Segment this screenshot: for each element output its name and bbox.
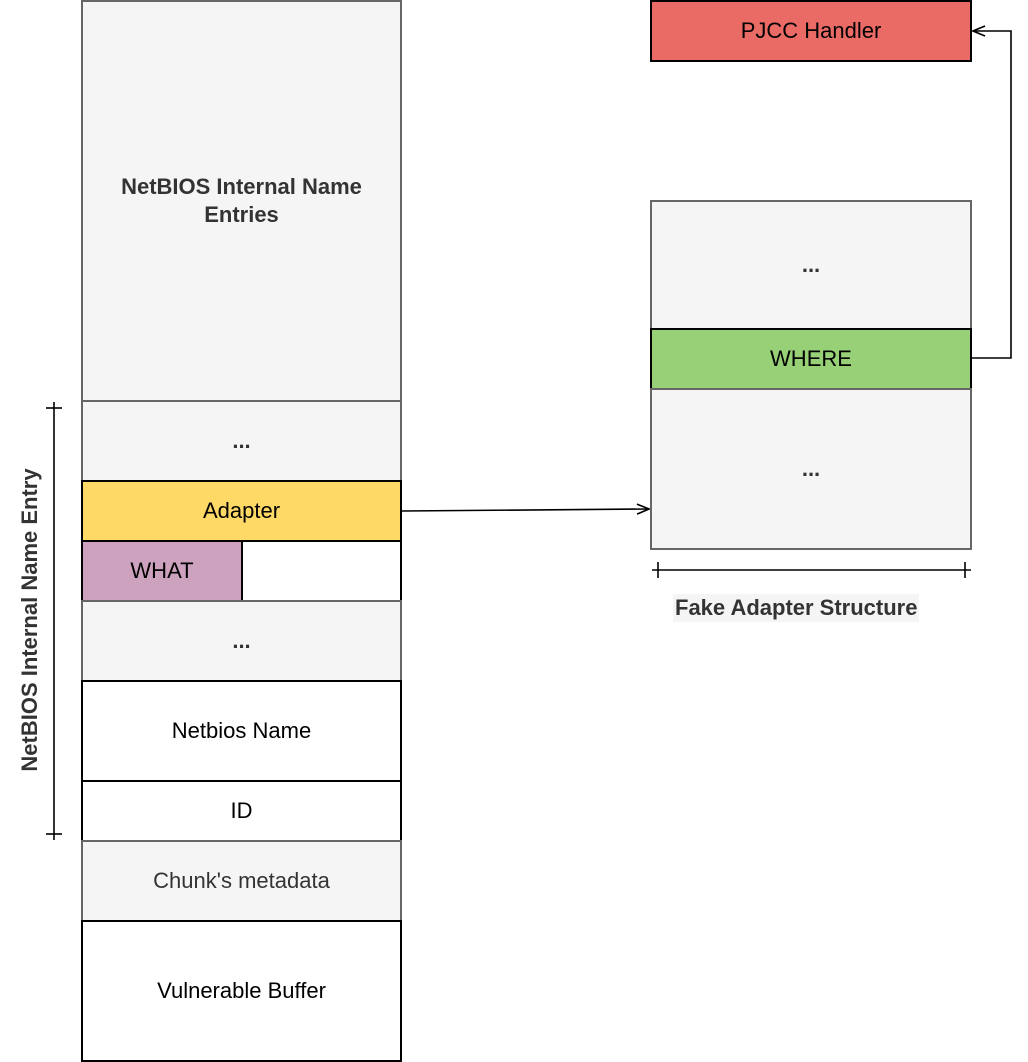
what-field bbox=[81, 540, 243, 602]
where-pointer-arrow bbox=[972, 31, 1011, 358]
entry-ellipsis-top-label: ... bbox=[232, 428, 251, 453]
what-padding bbox=[241, 540, 402, 602]
fake-adapter-ellipsis-bottom bbox=[650, 388, 972, 550]
fake-adapter-ellipsis-bottom-label: ... bbox=[801, 456, 821, 481]
netbios-name-label: Netbios Name bbox=[171, 718, 312, 743]
netbios-entries-label: NetBIOS Internal Name Entries bbox=[121, 174, 362, 227]
fake-adapter-ellipsis-top bbox=[650, 200, 972, 330]
pjcc-handler-label: PJCC Handler bbox=[740, 18, 882, 43]
id-field bbox=[81, 780, 402, 842]
entry-ellipsis-mid-label: ... bbox=[232, 628, 251, 653]
chunk-metadata-label: Chunk's metadata bbox=[153, 868, 330, 893]
what-label: WHAT bbox=[130, 558, 194, 583]
adapter-field bbox=[81, 480, 402, 542]
where-field bbox=[650, 328, 972, 390]
adapter-label: Adapter bbox=[202, 498, 281, 523]
entry-ellipsis-mid bbox=[81, 600, 402, 682]
adapter-pointer-arrow bbox=[402, 509, 649, 511]
fake-adapter-caption: Fake Adapter Structure bbox=[675, 595, 918, 620]
entry-ellipsis-top bbox=[81, 400, 402, 482]
vulnerable-buffer-block bbox=[81, 920, 402, 1062]
chunk-metadata-block bbox=[81, 840, 402, 922]
pjcc-handler-box bbox=[650, 0, 972, 62]
netbios-name-field bbox=[81, 680, 402, 782]
id-label: ID bbox=[230, 798, 253, 823]
entry-span-marker bbox=[46, 402, 62, 840]
fake-adapter-span-marker bbox=[652, 562, 971, 578]
vulnerable-buffer-label: Vulnerable Buffer bbox=[157, 978, 326, 1003]
entry-span-label: NetBIOS Internal Name Entry bbox=[17, 468, 42, 772]
where-label: WHERE bbox=[770, 346, 852, 371]
fake-adapter-ellipsis-top-label: ... bbox=[801, 252, 821, 277]
netbios-entries-block bbox=[81, 0, 402, 402]
